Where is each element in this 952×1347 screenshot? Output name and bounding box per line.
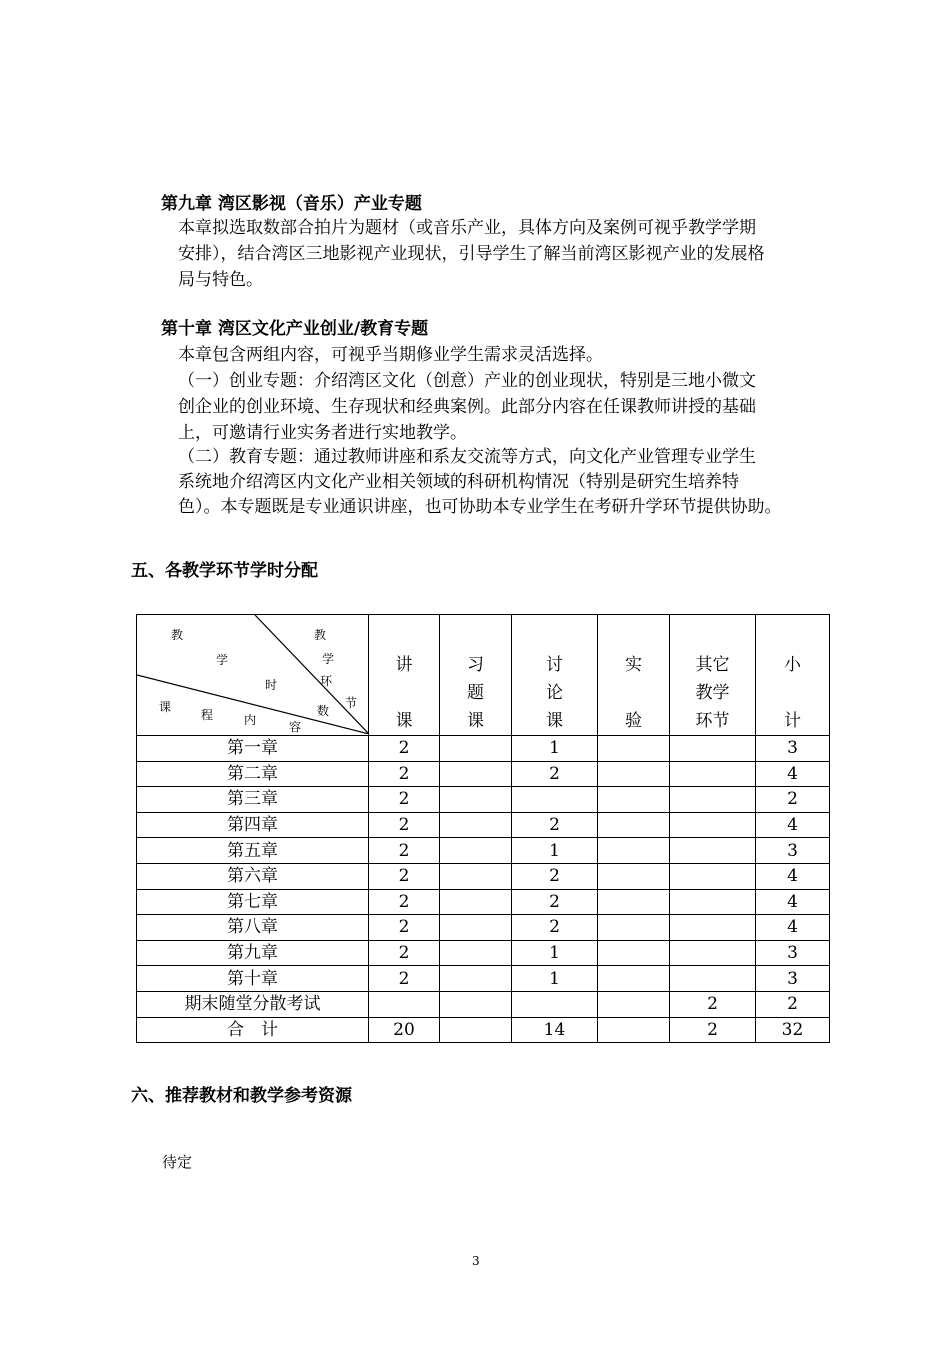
table-cell: 1	[512, 736, 598, 762]
table-row	[137, 761, 830, 787]
table-cell	[440, 736, 512, 762]
chapter10-line-3: 创企业的创业环境、生存现状和经典案例。此部分内容在任课教师讲授的基础	[178, 397, 756, 417]
table-cell	[670, 915, 756, 941]
row-label-cell: 第四章	[137, 812, 369, 838]
chapter10-title: 第十章 湾区文化产业创业/教育专题	[161, 319, 429, 339]
table-cell	[440, 761, 512, 787]
chapter10-line-4: 上，可邀请行业实务者进行实地教学。	[178, 423, 467, 443]
row-label-cell: 合 计	[137, 1017, 369, 1043]
table-cell	[440, 889, 512, 915]
chapter10-line-7: 色）。本专题既是专业通识讲座，也可协助本专业学生在考研升学环节提供协助。	[178, 497, 782, 517]
column-header-exercise: 习 题 课	[440, 615, 512, 736]
row-label-cell: 第九章	[137, 940, 369, 966]
table-cell: 2	[369, 915, 440, 941]
table-cell: 4	[756, 863, 830, 889]
table-cell	[598, 966, 670, 992]
table-row	[137, 812, 830, 838]
table-cell: 2	[670, 1017, 756, 1043]
table-cell	[670, 761, 756, 787]
table-cell	[598, 761, 670, 787]
table-cell	[369, 991, 440, 1017]
table-row	[137, 966, 830, 992]
row-label-cell: 第一章	[137, 736, 369, 762]
row-label-cell: 第二章	[137, 761, 369, 787]
table-cell	[598, 915, 670, 941]
table-cell	[440, 940, 512, 966]
chapter10-line-2: （一）创业专题：介绍湾区文化（创意）产业的创业现状，特别是三地小微文	[178, 371, 756, 391]
table-cell: 4	[756, 915, 830, 941]
table-row	[137, 787, 830, 813]
table-cell	[440, 991, 512, 1017]
section6-title: 六、推荐教材和教学参考资源	[131, 1086, 352, 1106]
row-label-cell: 第五章	[137, 838, 369, 864]
table-cell: 2	[369, 863, 440, 889]
table-cell: 2	[512, 761, 598, 787]
table-cell: 2	[369, 736, 440, 762]
table-cell	[440, 966, 512, 992]
table-row	[137, 889, 830, 915]
table-cell: 1	[512, 966, 598, 992]
table-cell: 4	[756, 889, 830, 915]
table-row	[137, 915, 830, 941]
row-label-cell: 第六章	[137, 863, 369, 889]
page-number: 3	[472, 1254, 480, 1268]
corner-word: 学	[322, 652, 335, 666]
table-cell: 2	[369, 812, 440, 838]
chapter10-line-6: 系统地介绍湾区内文化产业相关领域的科研机构情况（特别是研究生培养特	[178, 472, 739, 492]
table-cell: 2	[512, 915, 598, 941]
table-cell: 1	[512, 838, 598, 864]
table-cell	[598, 889, 670, 915]
table-body	[137, 736, 830, 1043]
table-cell: 20	[369, 1017, 440, 1043]
table-cell	[670, 966, 756, 992]
table-row	[137, 1017, 830, 1043]
table-cell	[670, 940, 756, 966]
table-cell: 1	[512, 940, 598, 966]
table-cell	[598, 940, 670, 966]
corner-word: 时	[265, 678, 278, 692]
table-row	[137, 838, 830, 864]
table-row	[137, 940, 830, 966]
table-cell	[670, 863, 756, 889]
table-cell	[670, 736, 756, 762]
table-cell: 3	[756, 736, 830, 762]
corner-word: 内	[244, 713, 257, 727]
table-cell	[598, 838, 670, 864]
column-header-experiment: 实 验	[598, 615, 670, 736]
table-cell	[598, 812, 670, 838]
table-cell: 2	[369, 966, 440, 992]
table-cell	[670, 889, 756, 915]
section6-body: 待定	[162, 1153, 193, 1171]
corner-word: 学	[216, 653, 229, 667]
table-cell: 2	[369, 787, 440, 813]
table-cell: 2	[512, 812, 598, 838]
table-cell: 3	[756, 940, 830, 966]
row-label-cell: 第八章	[137, 915, 369, 941]
table-cell	[440, 1017, 512, 1043]
table-cell: 3	[756, 966, 830, 992]
column-header-other: 其它 教学 环节	[670, 615, 756, 736]
table-cell: 2	[369, 838, 440, 864]
table-cell: 2	[512, 889, 598, 915]
corner-word: 环	[320, 674, 333, 688]
table-row	[137, 863, 830, 889]
table-row	[137, 736, 830, 762]
chapter9-line-3: 局与特色。	[178, 270, 263, 290]
table-cell	[598, 787, 670, 813]
table-cell	[670, 787, 756, 813]
corner-word: 教	[171, 628, 184, 642]
table-cell	[440, 812, 512, 838]
table-cell: 32	[756, 1017, 830, 1043]
table-cell: 14	[512, 1017, 598, 1043]
table-cell	[512, 787, 598, 813]
row-label-cell: 期末随堂分散考试	[137, 991, 369, 1017]
row-label-cell: 第七章	[137, 889, 369, 915]
table-cell	[440, 915, 512, 941]
column-header-subtotal: 小 计	[756, 615, 830, 736]
corner-header-cell	[137, 615, 369, 736]
corner-word: 程	[201, 708, 214, 722]
table-cell	[670, 812, 756, 838]
table-cell: 2	[756, 991, 830, 1017]
table-cell	[512, 991, 598, 1017]
corner-word: 数	[317, 704, 330, 718]
table-cell: 4	[756, 812, 830, 838]
row-label-cell: 第三章	[137, 787, 369, 813]
table-cell: 2	[670, 991, 756, 1017]
hours-allocation-table	[136, 614, 830, 1043]
corner-word: 教	[314, 628, 327, 642]
column-header-discussion: 讨 论 课	[512, 615, 598, 736]
column-header-lecture: 讲 课	[369, 615, 440, 736]
table-cell: 2	[756, 787, 830, 813]
chapter10-line-5: （二）教育专题：通过教师讲座和系友交流等方式，向文化产业管理专业学生	[178, 447, 756, 467]
table-cell	[598, 1017, 670, 1043]
table-cell	[598, 863, 670, 889]
chapter9-line-1: 本章拟选取数部合拍片为题材（或音乐产业，具体方向及案例可视乎教学学期	[178, 218, 756, 238]
chapter9-line-2: 安排），结合湾区三地影视产业现状，引导学生了解当前湾区影视产业的发展格	[178, 244, 765, 264]
table-cell: 2	[369, 761, 440, 787]
table-header-row	[137, 615, 830, 736]
table-cell	[440, 863, 512, 889]
table-cell	[440, 838, 512, 864]
table-cell	[598, 736, 670, 762]
table-row	[137, 991, 830, 1017]
section5-title: 五、各教学环节学时分配	[131, 561, 318, 581]
table-cell: 3	[756, 838, 830, 864]
table-cell: 2	[512, 863, 598, 889]
chapter9-title: 第九章 湾区影视（音乐）产业专题	[161, 194, 422, 214]
table-cell	[440, 787, 512, 813]
corner-word: 课	[159, 700, 172, 714]
table-cell	[598, 991, 670, 1017]
table-cell: 2	[369, 940, 440, 966]
corner-word: 节	[345, 696, 358, 710]
chapter10-line-1: 本章包含两组内容，可视乎当期修业学生需求灵活选择。	[178, 345, 603, 365]
table-cell: 2	[369, 889, 440, 915]
table-cell	[670, 838, 756, 864]
table-cell: 4	[756, 761, 830, 787]
row-label-cell: 第十章	[137, 966, 369, 992]
corner-word: 容	[289, 720, 302, 734]
